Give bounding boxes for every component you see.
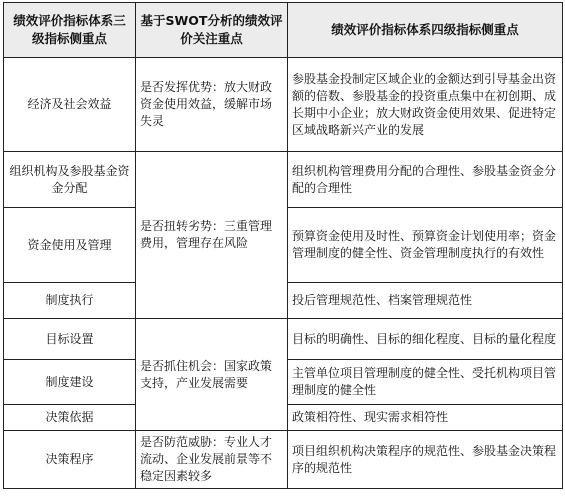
level3-cell: 经济及社会效益	[4, 58, 136, 152]
level3-cell: 决策依据	[4, 405, 136, 431]
level3-cell: 决策程序	[4, 431, 136, 489]
swot-cell: 是否防范威胁：专业人才流动、企业发展前景等不稳定因素较多	[136, 431, 288, 489]
level4-cell: 参股基金投制定区域企业的金额达到引导基金出资额的倍数、参股基金的投资重点集中在初创期、成长期中小企业；放大财政资金使用效果、促进特定区域战略新兴产业的发展	[288, 58, 563, 152]
level4-cell: 预算资金使用及时性、预算资金计划使用率；资金管理制度的健全性、资金管理制度执行的有效性	[288, 208, 563, 283]
table-row	[4, 431, 563, 489]
level4-cell: 目标的明确性、目标的细化程度、目标的量化程度	[288, 319, 563, 360]
header-level4-focus: 绩效评价指标体系四级指标侧重点	[288, 3, 563, 58]
level4-cell: 投后管理规范性、档案管理规范性	[288, 283, 563, 319]
table-row	[4, 319, 563, 360]
level4-cell: 主管单位项目管理制度的健全性、受托机构项目管理制度的健全性	[288, 360, 563, 405]
level3-cell: 制度建设	[4, 360, 136, 405]
swot-cell: 是否发挥优势：放大财政资金使用效益，缓解市场失灵	[136, 58, 288, 152]
swot-cell: 是否抓住机会：国家政策支持，产业发展需要	[136, 319, 288, 431]
level3-cell: 资金使用及管理	[4, 208, 136, 283]
level3-cell: 组织机构及参股基金资金分配	[4, 152, 136, 208]
level3-cell: 目标设置	[4, 319, 136, 360]
level4-cell: 政策相符性、现实需求相符性	[288, 405, 563, 431]
evaluation-index-table	[3, 2, 563, 489]
swot-cell: 是否扭转劣势：三重管理费用，管理存在风险	[136, 152, 288, 319]
header-swot-focus: 基于SWOT分析的绩效评价关注重点	[136, 3, 288, 58]
table-row	[4, 152, 563, 208]
table-row	[4, 58, 563, 152]
level3-cell: 制度执行	[4, 283, 136, 319]
level4-cell: 项目组织机构决策程序的规范性、参股基金决策程序的规范性	[288, 431, 563, 489]
header-level3-focus: 绩效评价指标体系三级指标侧重点	[4, 3, 136, 58]
level4-cell: 组织机构管理费用分配的合理性、参股基金资金分配的合理性	[288, 152, 563, 208]
table-header-row	[4, 3, 563, 58]
